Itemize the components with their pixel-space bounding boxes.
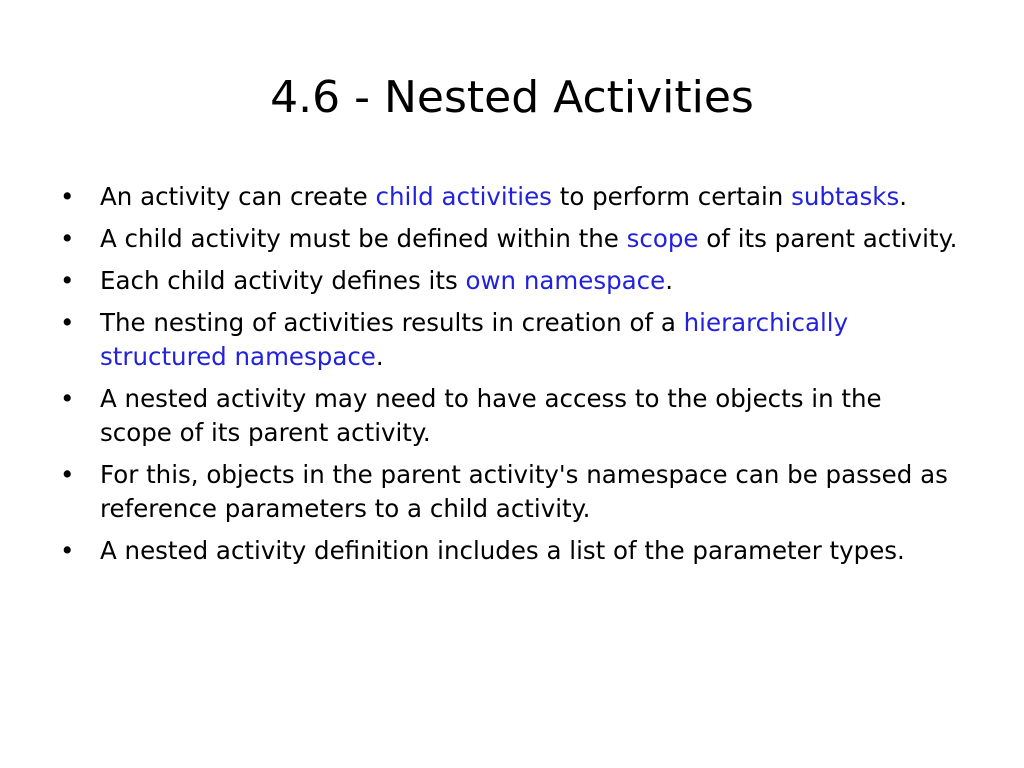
bullet-icon: • (60, 384, 75, 413)
highlighted-term: own namespace (465, 266, 666, 295)
bullet-text: . (375, 342, 384, 371)
bullet-text: . (899, 182, 908, 211)
highlighted-term: scope (626, 224, 699, 253)
bullet-text: of its parent activity. (698, 224, 958, 253)
bullet-icon: • (60, 460, 75, 489)
bullet-icon: • (60, 182, 75, 211)
bullet-text: An activity can create (100, 182, 376, 211)
list-item (60, 180, 960, 214)
bullet-text: For this, objects in the parent activity's namespace can be passed as reference parameters to a child activity. (100, 460, 948, 523)
bullet-icon: • (60, 224, 75, 253)
highlighted-term: subtasks (791, 182, 900, 211)
bullet-text: . (665, 266, 674, 295)
bullet-text: A nested activity may need to have access to the objects in the scope of its parent activity. (100, 384, 882, 447)
bullet-icon: • (60, 536, 75, 565)
highlighted-term: child activities (375, 182, 552, 211)
list-item (60, 222, 960, 256)
bullet-text: A nested activity definition includes a list of the parameter types. (100, 536, 905, 565)
list-item (60, 458, 960, 526)
bullet-text: Each child activity defines its (100, 266, 466, 295)
bullet-text: A child activity must be defined within the (100, 224, 627, 253)
list-item (60, 306, 960, 374)
list-item (60, 534, 960, 568)
list-item (60, 264, 960, 298)
slide-title: 4.6 - Nested Activities (270, 72, 754, 123)
list-item (60, 382, 960, 450)
highlighted-term: hierarchically structured namespace (100, 308, 849, 371)
bullet-icon: • (60, 308, 75, 337)
bullet-icon: • (60, 266, 75, 295)
bullet-text: to perform certain (551, 182, 792, 211)
bullet-list (60, 180, 960, 576)
bullet-text: The nesting of activities results in creation of a (100, 308, 684, 337)
